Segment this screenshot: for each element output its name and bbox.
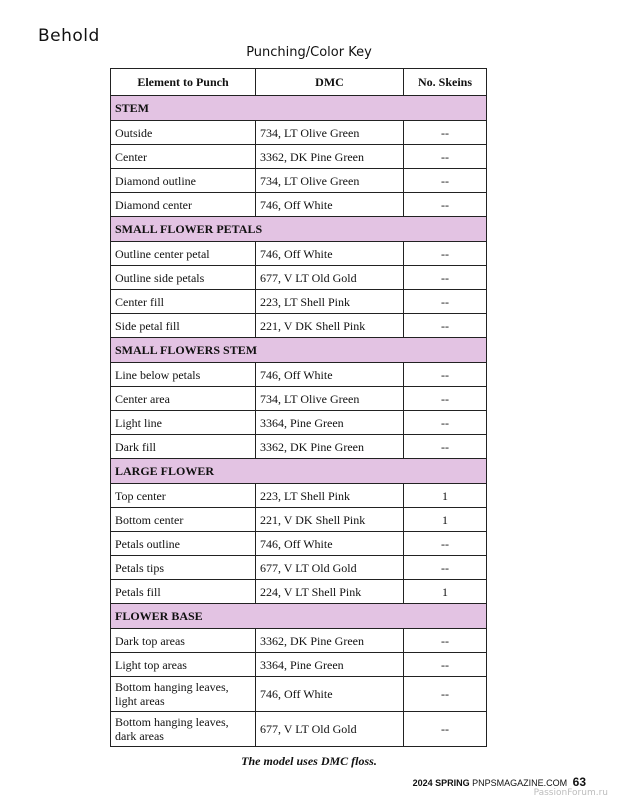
- skeins-cell: --: [404, 387, 487, 411]
- section-row: [111, 604, 487, 629]
- element-cell: Diamond outline: [111, 169, 256, 193]
- skeins-cell: --: [404, 712, 487, 747]
- section-row: [111, 217, 487, 242]
- table-row: [111, 242, 487, 266]
- element-cell: Bottom hanging leaves, light areas: [111, 677, 256, 712]
- element-cell: Outside: [111, 121, 256, 145]
- color-key-table: [110, 68, 487, 747]
- table-row: [111, 387, 487, 411]
- table-body: [111, 96, 487, 747]
- footnote: The model uses DMC floss.: [241, 754, 377, 768]
- dmc-cell: 677, V LT Old Gold: [256, 712, 404, 747]
- dmc-cell: 3362, DK Pine Green: [256, 629, 404, 653]
- element-cell: Center fill: [111, 290, 256, 314]
- table-row: [111, 484, 487, 508]
- dmc-cell: 223, LT Shell Pink: [256, 290, 404, 314]
- dmc-cell: 746, Off White: [256, 532, 404, 556]
- page-footer: [413, 775, 586, 789]
- table-row: [111, 556, 487, 580]
- element-cell: Petals fill: [111, 580, 256, 604]
- table-row: [111, 532, 487, 556]
- dmc-cell: 224, V LT Shell Pink: [256, 580, 404, 604]
- table-row: [111, 193, 487, 217]
- element-cell: Bottom center: [111, 508, 256, 532]
- skeins-cell: --: [404, 411, 487, 435]
- dmc-cell: 746, Off White: [256, 363, 404, 387]
- section-title: STEM: [111, 96, 487, 121]
- element-cell: Petals tips: [111, 556, 256, 580]
- element-cell: Light line: [111, 411, 256, 435]
- brand-logo: Behold: [38, 26, 100, 46]
- dmc-cell: 677, V LT Old Gold: [256, 266, 404, 290]
- skeins-cell: --: [404, 242, 487, 266]
- dmc-cell: 677, V LT Old Gold: [256, 556, 404, 580]
- element-cell: Outline center petal: [111, 242, 256, 266]
- dmc-cell: 734, LT Olive Green: [256, 387, 404, 411]
- element-cell: Line below petals: [111, 363, 256, 387]
- table-row: [111, 314, 487, 338]
- column-header-element: Element to Punch: [111, 69, 256, 96]
- element-cell: Bottom hanging leaves, dark areas: [111, 712, 256, 747]
- skeins-cell: --: [404, 653, 487, 677]
- dmc-cell: 734, LT Olive Green: [256, 121, 404, 145]
- dmc-cell: 221, V DK Shell Pink: [256, 314, 404, 338]
- element-cell: Side petal fill: [111, 314, 256, 338]
- site-label: PNPSMAGAZINE.COM: [472, 778, 568, 788]
- table-header-row: [111, 69, 487, 96]
- section-row: [111, 459, 487, 484]
- skeins-cell: 1: [404, 508, 487, 532]
- skeins-cell: --: [404, 121, 487, 145]
- element-cell: Center: [111, 145, 256, 169]
- page-number: 63: [572, 775, 586, 789]
- section-title: FLOWER BASE: [111, 604, 487, 629]
- skeins-cell: --: [404, 314, 487, 338]
- table-row: [111, 629, 487, 653]
- table-row: [111, 653, 487, 677]
- watermark: PassionForum.ru: [533, 788, 608, 798]
- dmc-cell: 734, LT Olive Green: [256, 169, 404, 193]
- table-row: [111, 435, 487, 459]
- element-cell: Dark top areas: [111, 629, 256, 653]
- skeins-cell: --: [404, 193, 487, 217]
- issue-label: 2024 SPRING: [412, 778, 470, 788]
- dmc-cell: 746, Off White: [256, 677, 404, 712]
- table-row: [111, 508, 487, 532]
- table-row: [111, 363, 487, 387]
- table-row: [111, 290, 487, 314]
- skeins-cell: --: [404, 435, 487, 459]
- table-row: [111, 411, 487, 435]
- skeins-cell: --: [404, 556, 487, 580]
- section-row: [111, 96, 487, 121]
- dmc-cell: 221, V DK Shell Pink: [256, 508, 404, 532]
- skeins-cell: --: [404, 677, 487, 712]
- dmc-cell: 3362, DK Pine Green: [256, 145, 404, 169]
- section-title: LARGE FLOWER: [111, 459, 487, 484]
- dmc-cell: 746, Off White: [256, 193, 404, 217]
- skeins-cell: 1: [404, 580, 487, 604]
- dmc-cell: 3362, DK Pine Green: [256, 435, 404, 459]
- element-cell: Dark fill: [111, 435, 256, 459]
- skeins-cell: --: [404, 266, 487, 290]
- skeins-cell: --: [404, 290, 487, 314]
- column-header-skeins: No. Skeins: [404, 69, 487, 96]
- dmc-cell: 3364, Pine Green: [256, 411, 404, 435]
- dmc-cell: 746, Off White: [256, 242, 404, 266]
- dmc-cell: 3364, Pine Green: [256, 653, 404, 677]
- table-row: [111, 145, 487, 169]
- skeins-cell: --: [404, 169, 487, 193]
- skeins-cell: --: [404, 629, 487, 653]
- table-row: [111, 580, 487, 604]
- element-cell: Outline side petals: [111, 266, 256, 290]
- dmc-cell: 223, LT Shell Pink: [256, 484, 404, 508]
- skeins-cell: --: [404, 363, 487, 387]
- skeins-cell: 1: [404, 484, 487, 508]
- element-cell: Light top areas: [111, 653, 256, 677]
- table-row: [111, 677, 487, 712]
- table-title: Punching/Color Key: [246, 45, 372, 60]
- section-row: [111, 338, 487, 363]
- table-row: [111, 169, 487, 193]
- skeins-cell: --: [404, 145, 487, 169]
- table-row: [111, 121, 487, 145]
- element-cell: Petals outline: [111, 532, 256, 556]
- element-cell: Diamond center: [111, 193, 256, 217]
- section-title: SMALL FLOWERS STEM: [111, 338, 487, 363]
- section-title: SMALL FLOWER PETALS: [111, 217, 487, 242]
- element-cell: Center area: [111, 387, 256, 411]
- table-row: [111, 712, 487, 747]
- column-header-dmc: DMC: [256, 69, 404, 96]
- table-row: [111, 266, 487, 290]
- element-cell: Top center: [111, 484, 256, 508]
- skeins-cell: --: [404, 532, 487, 556]
